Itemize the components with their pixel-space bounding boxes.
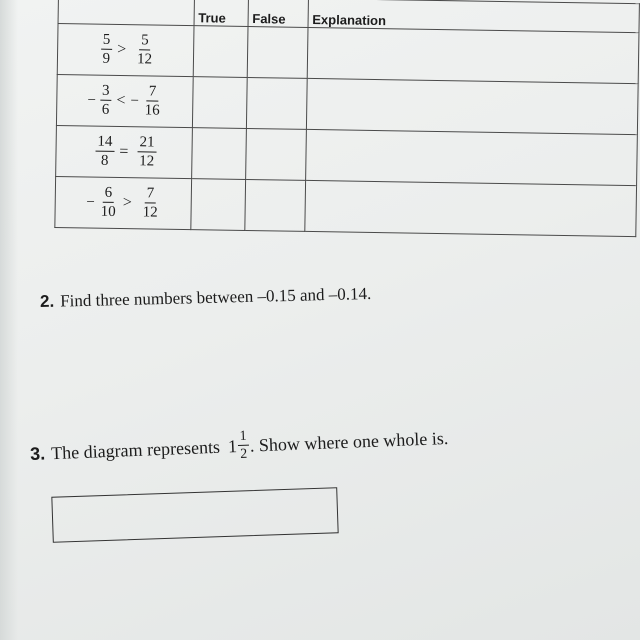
false-cell[interactable] [244, 179, 305, 231]
right-fraction [141, 186, 161, 220]
question-2 [40, 284, 372, 312]
right-sign: − [130, 92, 140, 109]
comparison-operator: = [119, 142, 129, 161]
comparison-operator: > [117, 40, 127, 59]
true-cell[interactable] [191, 128, 246, 180]
table-row [57, 24, 639, 84]
header-explanation: Explanation [308, 0, 640, 33]
true-cell[interactable] [193, 26, 248, 78]
comparison-operator: > [122, 194, 132, 212]
inequality-cell [55, 176, 191, 229]
left-denominator: 9 [102, 50, 111, 67]
left-fraction [95, 135, 115, 169]
explanation-cell[interactable] [307, 27, 639, 83]
comparison-operator: < [116, 91, 126, 110]
right-denominator: 12 [142, 204, 158, 221]
question-3-text-after: . Show where one whole is. [249, 427, 449, 456]
explanation-cell[interactable] [305, 180, 637, 236]
inequality-expression [87, 83, 162, 118]
inequality-cell [56, 74, 192, 127]
false-cell[interactable] [246, 77, 307, 129]
left-fraction [100, 33, 112, 67]
page-edge-shadow [0, 0, 18, 640]
diagram-rectangle [51, 487, 338, 542]
right-fraction [143, 84, 163, 118]
inequality-cell [57, 24, 193, 77]
table-row [56, 125, 638, 185]
question-3-number: 3. [29, 442, 46, 464]
false-cell[interactable] [245, 128, 306, 180]
left-denominator: 6 [101, 101, 110, 118]
explanation-cell[interactable] [306, 78, 638, 134]
right-numerator: 21 [137, 135, 156, 152]
right-fraction [135, 33, 155, 67]
false-cell[interactable] [247, 26, 308, 78]
inequality-expression [96, 33, 154, 68]
question-3 [30, 422, 449, 470]
left-sign: − [86, 193, 95, 211]
mixed-denominator: 2 [239, 446, 248, 462]
true-cell[interactable] [190, 179, 245, 231]
left-fraction [99, 186, 119, 220]
right-denominator: 12 [136, 51, 153, 68]
inequality-expression [91, 135, 157, 170]
mixed-number [227, 430, 250, 463]
question-3-text-before: The diagram represents [50, 436, 221, 463]
right-numerator: 5 [139, 33, 151, 50]
left-fraction [100, 84, 112, 118]
left-numerator: 3 [100, 84, 112, 101]
question-2-text: Find three numbers between –0.15 and –0.14. [59, 283, 372, 311]
right-numerator: 7 [147, 84, 159, 101]
header-blank [58, 0, 194, 26]
right-numerator: 7 [145, 186, 157, 203]
mixed-whole: 1 [227, 435, 238, 456]
question-2-number: 2. [39, 291, 55, 312]
left-denominator: 10 [100, 203, 116, 220]
header-false: False [248, 0, 308, 27]
mixed-numerator: 1 [237, 430, 249, 446]
left-denominator: 8 [100, 152, 109, 169]
left-numerator: 14 [95, 135, 114, 152]
true-cell[interactable] [192, 77, 247, 129]
table-row [55, 176, 637, 236]
explanation-cell[interactable] [305, 129, 637, 185]
right-denominator: 12 [139, 153, 155, 170]
left-numerator: 5 [101, 33, 113, 50]
comparison-table-wrapper [54, 0, 640, 237]
inequality-cell [56, 125, 192, 178]
right-fraction [137, 135, 157, 169]
header-true: True [194, 0, 248, 26]
comparison-table [54, 0, 640, 237]
inequality-expression [86, 185, 160, 220]
right-denominator: 16 [144, 102, 160, 119]
left-sign: − [87, 91, 97, 109]
mixed-fraction [237, 430, 249, 462]
left-numerator: 6 [103, 186, 115, 203]
table-row [56, 74, 638, 134]
